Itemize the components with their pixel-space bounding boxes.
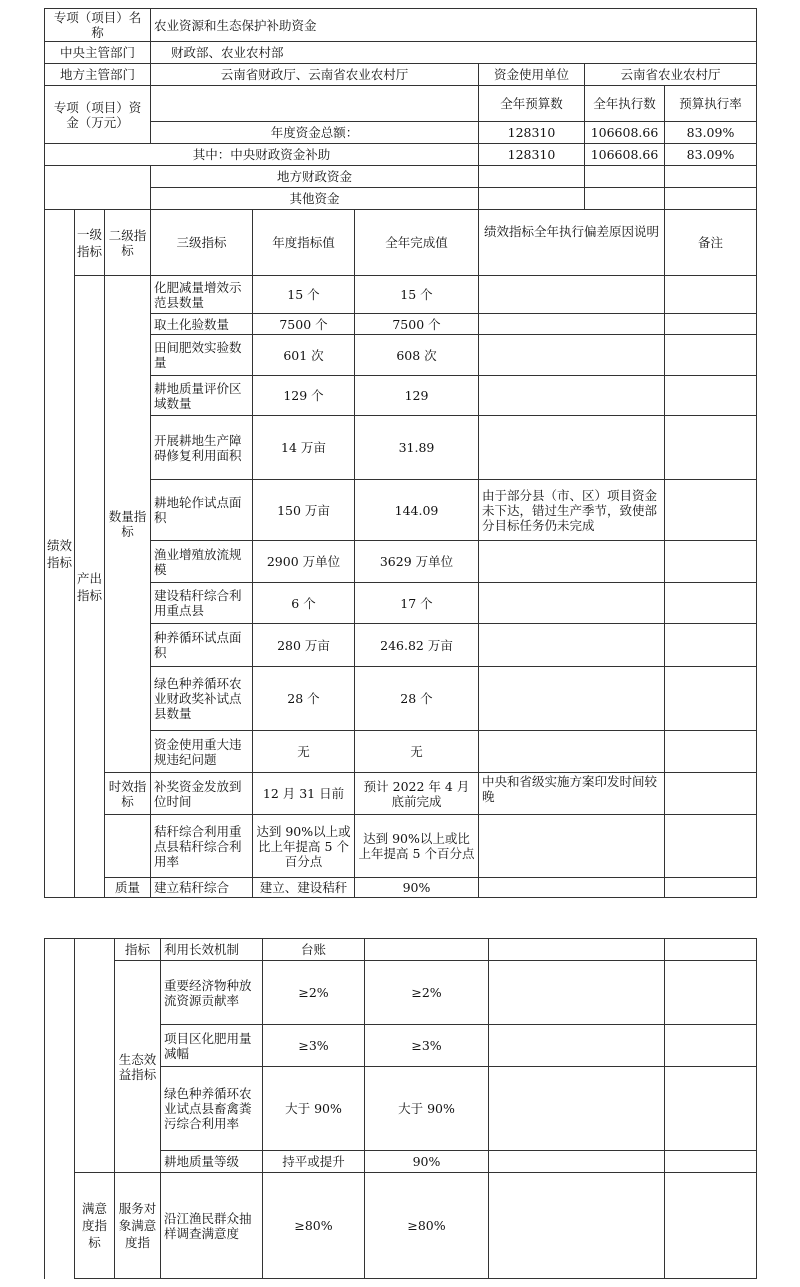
indicator-note	[665, 624, 757, 667]
indicator-actual: ≥80%	[365, 1173, 489, 1279]
indicator-name: 耕地轮作试点面积	[151, 480, 253, 541]
indicator-reason	[479, 583, 665, 624]
total-funds-label: 年度资金总额：	[151, 122, 479, 144]
header-level3: 三级指标	[151, 210, 253, 276]
blank-level2-cell	[105, 815, 151, 878]
indicator-name: 绿色种养循环农业财政奖补试点县数量	[151, 667, 253, 731]
total-executed: 106608.66	[585, 122, 665, 144]
indicator-note	[665, 541, 757, 583]
indicator-target: 建立、建设秸秆	[253, 878, 355, 898]
other-funds-label: 其他资金	[151, 188, 479, 210]
indicator-name: 建设秸秆综合利用重点县	[151, 583, 253, 624]
indicator-actual: 90%	[355, 878, 479, 898]
other-executed	[585, 188, 665, 210]
indicator-reason	[489, 1173, 665, 1279]
indicator-note	[665, 773, 757, 815]
indicator-reason	[479, 624, 665, 667]
indicator-name: 利用长效机制	[161, 939, 263, 961]
indicator-actual: ≥3%	[365, 1025, 489, 1067]
indicator-reason	[479, 416, 665, 480]
blank-section-cell	[45, 939, 75, 1279]
indicator-target: ≥3%	[263, 1025, 365, 1067]
indicator-target: 280 万亩	[253, 624, 355, 667]
indicator-name: 渔业增殖放流规模	[151, 541, 253, 583]
indicator-actual: 90%	[365, 1151, 489, 1173]
indicator-reason	[489, 939, 665, 961]
indicator-actual: 达到 90%以上或比上年提高 5 个百分点	[355, 815, 479, 878]
funds-header-blank	[151, 86, 479, 122]
project-name-value: 农业资源和生态保护补助资金	[151, 9, 757, 42]
local-dept-value: 云南省财政厅、云南省农业农村厅	[151, 64, 479, 86]
central-funds-label: 其中：中央财政资金补助	[45, 144, 479, 166]
indicator-actual: 246.82 万亩	[355, 624, 479, 667]
header-note: 备注	[665, 210, 757, 276]
blank-cell	[45, 166, 151, 188]
indicator-target: 129 个	[253, 376, 355, 416]
central-dept-value: 财政部、农业农村部	[151, 42, 757, 64]
indicator-actual: 15 个	[355, 276, 479, 314]
indicator-reason	[489, 1025, 665, 1067]
indicator-actual: 17 个	[355, 583, 479, 624]
indicator-name: 资金使用重大违规违纪问题	[151, 731, 253, 773]
indicator-actual: 608 次	[355, 335, 479, 376]
indicator-actual: 31.89	[355, 416, 479, 480]
central-rate: 83.09%	[665, 144, 757, 166]
indicator-note	[665, 1151, 757, 1173]
indicator-note	[665, 1067, 757, 1151]
indicator-target: 150 万亩	[253, 480, 355, 541]
quality-indicator-label: 质量	[105, 878, 151, 898]
indicator-reason	[479, 314, 665, 335]
indicator-target: 28 个	[253, 667, 355, 731]
indicator-actual: 129	[355, 376, 479, 416]
user-unit-label: 资金使用单位	[479, 64, 585, 86]
performance-table-page-2	[44, 938, 757, 1279]
indicator-actual	[365, 939, 489, 961]
indicator-actual: 144.09	[355, 480, 479, 541]
header-actual: 全年完成值	[355, 210, 479, 276]
indicator-target: 601 次	[253, 335, 355, 376]
indicator-target: 大于 90%	[263, 1067, 365, 1151]
indicator-target: 15 个	[253, 276, 355, 314]
indicator-note	[665, 335, 757, 376]
indicator-actual: 7500 个	[355, 314, 479, 335]
local-executed	[585, 166, 665, 188]
indicator-name: 补奖资金发放到位时间	[151, 773, 253, 815]
header-reason: 绩效指标全年执行偏差原因说明	[479, 210, 665, 276]
central-dept-label: 中央主管部门	[45, 42, 151, 64]
indicator-note	[665, 376, 757, 416]
total-rate: 83.09%	[665, 122, 757, 144]
indicator-target: 达到 90%以上或比上年提高 5 个百分点	[253, 815, 355, 878]
indicator-reason	[479, 335, 665, 376]
eco-indicator-label: 生态效益指标	[115, 961, 161, 1173]
indicator-actual: ≥2%	[365, 961, 489, 1025]
indicator-reason: 由于部分县（市、区）项目资金未下达，错过生产季节，致使部分目标任务仍未完成	[479, 480, 665, 541]
project-name-label: 专项（项目）名称	[45, 9, 151, 42]
indicator-name: 建立秸秆综合	[151, 878, 253, 898]
indicator-note	[665, 314, 757, 335]
blank-output-cell	[75, 939, 115, 1173]
indicator-name: 沿江渔民群众抽样调查满意度	[161, 1173, 263, 1279]
indicator-target: ≥2%	[263, 961, 365, 1025]
indicator-target: 7500 个	[253, 314, 355, 335]
blank-cell	[45, 188, 151, 210]
performance-table-page-1	[44, 8, 757, 898]
indicator-target: 持平或提升	[263, 1151, 365, 1173]
indicator-note	[665, 939, 757, 961]
indicator-note	[665, 731, 757, 773]
indicator-note	[665, 815, 757, 878]
indicator-reason	[489, 1067, 665, 1151]
indicator-target: 无	[253, 731, 355, 773]
indicator-reason: 中央和省级实施方案印发时间较晚	[479, 773, 665, 815]
indicator-name: 秸秆综合利用重点县秸秆综合利用率	[151, 815, 253, 878]
indicator-note	[665, 480, 757, 541]
indicator-actual: 28 个	[355, 667, 479, 731]
indicator-note	[665, 667, 757, 731]
col-executed-header: 全年执行数	[585, 86, 665, 122]
indicator-target: 6 个	[253, 583, 355, 624]
local-budget	[479, 166, 585, 188]
header-target: 年度指标值	[253, 210, 355, 276]
local-funds-label: 地方财政资金	[151, 166, 479, 188]
indicator-note	[665, 878, 757, 898]
col-rate-header: 预算执行率	[665, 86, 757, 122]
indicator-name: 取土化验数量	[151, 314, 253, 335]
indicator-actual: 大于 90%	[365, 1067, 489, 1151]
local-rate	[665, 166, 757, 188]
service-satisfaction-label: 服务对象满意度指	[115, 1173, 161, 1279]
satisfaction-indicator-label: 满意度指标	[75, 1173, 115, 1279]
indicator-reason	[479, 731, 665, 773]
indicator-note	[665, 583, 757, 624]
quality-indicator-label-cont: 指标	[115, 939, 161, 961]
indicator-reason	[489, 961, 665, 1025]
indicator-note	[665, 276, 757, 314]
header-level2: 二级指标	[105, 210, 151, 276]
indicator-note	[665, 1025, 757, 1067]
local-dept-label: 地方主管部门	[45, 64, 151, 86]
user-unit-value: 云南省农业农村厅	[585, 64, 757, 86]
indicator-name: 化肥减量增效示范县数量	[151, 276, 253, 314]
output-indicator-label: 产出指标	[75, 276, 105, 898]
indicator-note	[665, 961, 757, 1025]
indicator-target: 2900 万单位	[253, 541, 355, 583]
quantity-indicator-label: 数量指标	[105, 276, 151, 773]
col-budget-header: 全年预算数	[479, 86, 585, 122]
indicator-reason	[479, 376, 665, 416]
indicator-target: ≥80%	[263, 1173, 365, 1279]
indicator-reason	[479, 667, 665, 731]
indicator-reason	[479, 276, 665, 314]
indicator-target: 台账	[263, 939, 365, 961]
indicator-reason	[479, 541, 665, 583]
central-executed: 106608.66	[585, 144, 665, 166]
indicator-name: 开展耕地生产障碍修复利用面积	[151, 416, 253, 480]
perf-section-label: 绩效指标	[45, 210, 75, 898]
other-rate	[665, 188, 757, 210]
indicator-name: 项目区化肥用量减幅	[161, 1025, 263, 1067]
indicator-name: 田间肥效实验数量	[151, 335, 253, 376]
indicator-reason	[479, 878, 665, 898]
indicator-name: 重要经济物种放流资源贡献率	[161, 961, 263, 1025]
indicator-reason	[479, 815, 665, 878]
other-budget	[479, 188, 585, 210]
indicator-target: 12 月 31 日前	[253, 773, 355, 815]
indicator-note	[665, 1173, 757, 1279]
indicator-name: 耕地质量等级	[161, 1151, 263, 1173]
timeliness-indicator-label: 时效指标	[105, 773, 151, 815]
indicator-actual: 无	[355, 731, 479, 773]
indicator-name: 耕地质量评价区域数量	[151, 376, 253, 416]
central-budget: 128310	[479, 144, 585, 166]
indicator-reason	[489, 1151, 665, 1173]
indicator-target: 14 万亩	[253, 416, 355, 480]
indicator-name: 绿色种养循环农业试点县畜禽粪污综合利用率	[161, 1067, 263, 1151]
funds-label: 专项（项目）资金（万元）	[45, 86, 151, 144]
header-level1: 一级指标	[75, 210, 105, 276]
total-budget: 128310	[479, 122, 585, 144]
indicator-actual: 预计 2022 年 4 月底前完成	[355, 773, 479, 815]
indicator-note	[665, 416, 757, 480]
indicator-name: 种养循环试点面积	[151, 624, 253, 667]
indicator-actual: 3629 万单位	[355, 541, 479, 583]
